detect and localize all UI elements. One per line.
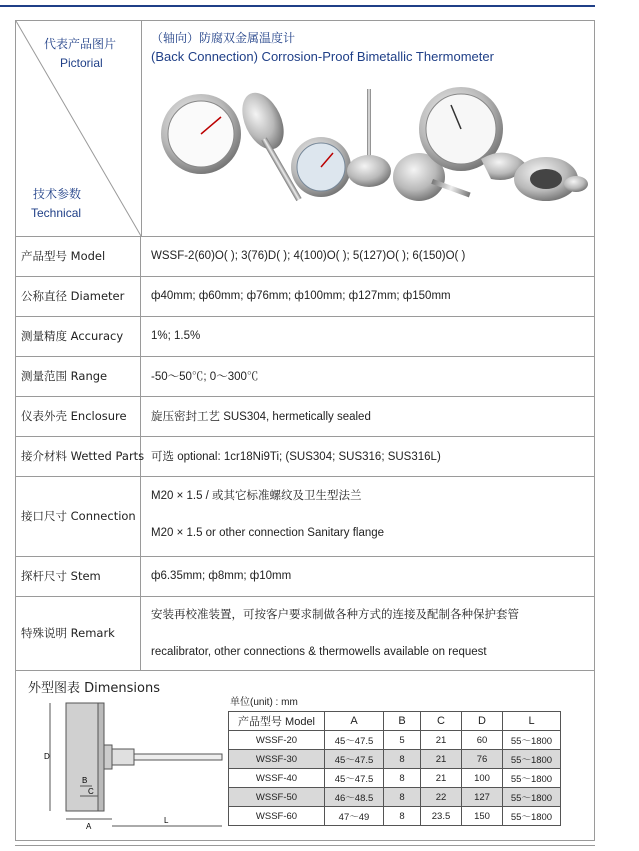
spec-row-connection [16,476,594,557]
spec-row-wetted-parts [16,436,594,477]
product-photo [151,79,591,229]
dimensions-title: 外型图表 Dimensions [28,681,161,696]
table-cell: 46～48.5 [325,788,384,807]
spec-label: 探杆尺寸 Stem [16,556,141,596]
spec-value: -50～50℃; 0～300℃ [151,371,259,383]
table-row [229,807,561,826]
table-header: 产品型号 Model [229,712,325,731]
table-row [229,788,561,807]
table-cell: 55～1800 [503,788,561,807]
spec-value: 安装再校准装置，可按客户要求制做各种方式的连接及配制各种保护套管 [151,609,519,621]
header-row [16,21,594,237]
dim-label-c: C [88,787,94,796]
table-cell: 55～1800 [503,750,561,769]
table-row [229,750,561,769]
spec-label: 测量精度 Accuracy [16,316,141,356]
spec-row-remark [16,596,594,670]
spec-label: 接口尺寸 Connection [16,476,141,556]
dim-label-d: D [44,752,50,761]
spec-value: ф40mm; ф60mm; ф76mm; ф100mm; ф127mm; ф150mm [151,290,451,302]
top-rule [0,5,595,7]
table-cell: 100 [462,769,503,788]
table-cell: WSSF-60 [229,807,325,826]
spec-value: M20 × 1.5 / 或其它标准螺纹及卫生型法兰 [151,490,362,502]
product-title-en: (Back Connection) Corrosion-Proof Bimetallic Thermometer [151,49,494,64]
spec-value: 可选 optional: 1cr18Ni9Ti; (SUS304; SUS316; SUS316L) [151,451,441,463]
table-cell: 55～1800 [503,769,561,788]
table-header: B [384,712,421,731]
table-header: C [421,712,462,731]
spec-value: WSSF-2(60)O( ); 3(76)D( ); 4(100)O( ); 5(127)O( ); 6(150)O( ) [151,250,466,262]
product-title-cn: （轴向）防腐双金属温度计 [151,31,296,45]
spec-value: 1%; 1.5% [151,330,201,342]
dim-label-b: B [82,776,88,785]
spec-label: 仪表外壳 Enclosure [16,396,141,436]
table-header: D [462,712,503,731]
dim-label-a: A [86,822,92,831]
spec-row-enclosure [16,396,594,437]
dimensions-table [228,711,561,826]
table-cell: WSSF-50 [229,788,325,807]
table-cell: 47～49 [325,807,384,826]
table-header-row [229,712,561,731]
spec-label: 公称直径 Diameter [16,276,141,316]
table-cell: 8 [384,807,421,826]
table-cell: WSSF-40 [229,769,325,788]
table-cell: 21 [421,769,462,788]
table-cell: 60 [462,731,503,750]
table-cell: 8 [384,769,421,788]
table-cell: 8 [384,750,421,769]
table-cell: 5 [384,731,421,750]
technical-en-label: Technical [31,206,82,220]
spec-label: 产品型号 Model [16,236,141,276]
table-cell: 45～47.5 [325,769,384,788]
table-cell: 55～1800 [503,731,561,750]
technical-cn-label: 技术参数 [33,187,82,201]
dim-label-l: L [164,816,169,825]
table-cell: 45～47.5 [325,731,384,750]
pictorial-cn-label: 代表产品图片 [44,37,117,51]
table-header: A [325,712,384,731]
table-cell: 21 [421,731,462,750]
table-row [229,769,561,788]
spec-label: 测量范围 Range [16,356,141,396]
diagonal-divider [16,21,141,236]
dimension-drawing [36,701,226,831]
table-cell: 22 [421,788,462,807]
spec-row-stem [16,556,594,597]
table-cell: 150 [462,807,503,826]
bottom-rule [15,845,595,846]
table-cell: WSSF-20 [229,731,325,750]
spec-label: 特殊说明 Remark [16,596,141,670]
unit-label: 单位(unit) : mm [230,697,298,708]
table-cell: 127 [462,788,503,807]
table-cell: 23.5 [421,807,462,826]
spec-value-en: M20 × 1.5 or other connection Sanitary flange [151,527,385,539]
spec-value: 旋压密封工艺 SUS304, hermetically sealed [151,411,371,423]
spec-value: ф6.35mm; ф8mm; ф10mm [151,570,292,582]
spec-table [15,20,595,671]
pictorial-en-label: Pictorial [60,56,103,70]
table-cell: WSSF-30 [229,750,325,769]
table-cell: 8 [384,788,421,807]
table-cell: 45～47.5 [325,750,384,769]
spec-row-diameter [16,276,594,317]
spec-value-en: recalibrator, other connections & thermowells available on request [151,646,487,658]
table-row [229,731,561,750]
table-cell: 76 [462,750,503,769]
table-cell: 21 [421,750,462,769]
header-label-cell [16,21,142,236]
spec-row-accuracy [16,316,594,357]
spec-row-range [16,356,594,397]
spec-label: 接介材料 Wetted Parts [16,436,141,476]
spec-row-model [16,236,594,277]
table-cell: 55～1800 [503,807,561,826]
table-header: L [503,712,561,731]
dimensions-section [15,671,595,841]
